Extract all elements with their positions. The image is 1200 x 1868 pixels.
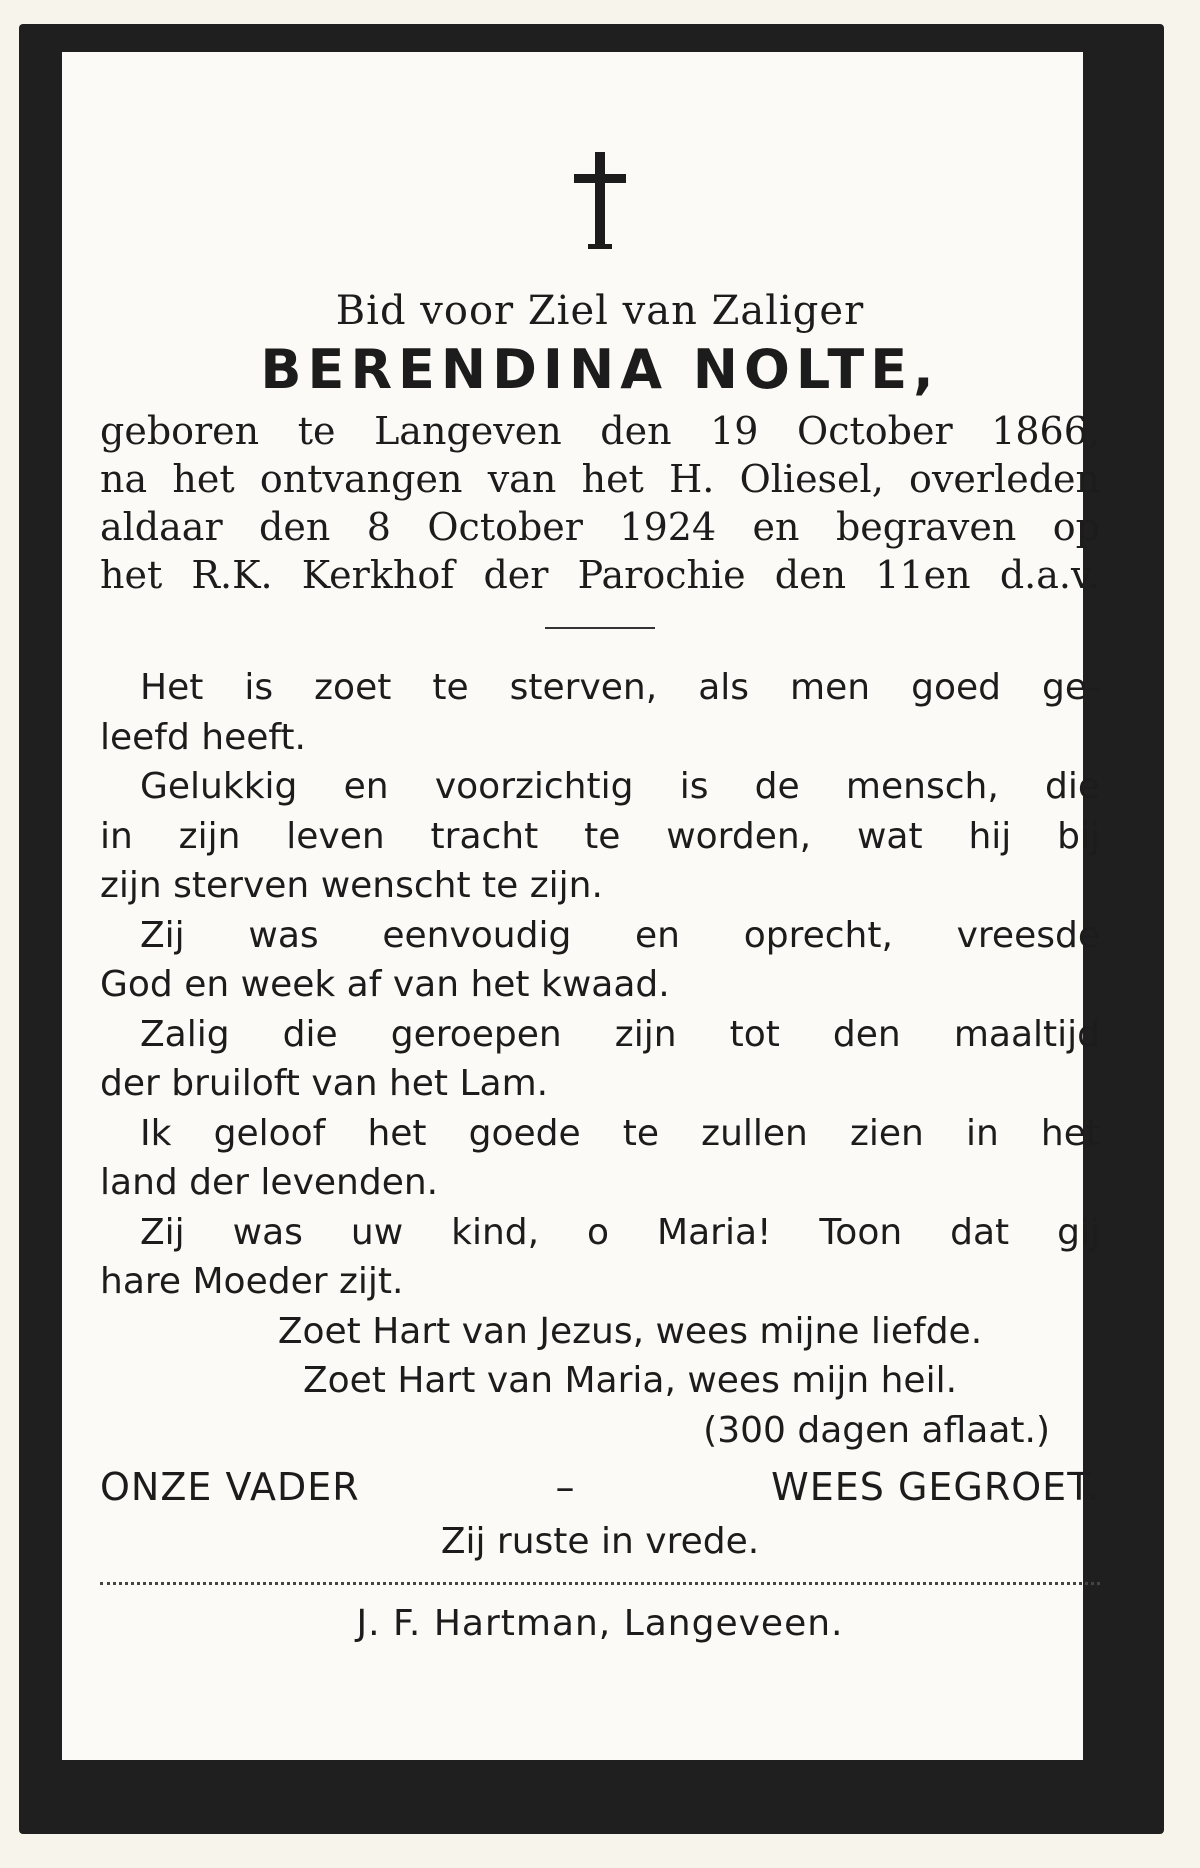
rest-in-peace: Zij ruste in vrede. xyxy=(440,1521,760,1562)
prayer-sacred-heart-maria: Zoet Hart van Maria, wees mijn heil. xyxy=(302,1360,958,1401)
verse-line: in zijn leven tracht te worden, wat hij bij xyxy=(100,815,1100,857)
closing-prayers xyxy=(100,1465,1100,1509)
indulgence-note: (300 dagen aflaat.) xyxy=(703,1409,1050,1451)
memorial-card-content xyxy=(100,150,1100,1644)
divider-line xyxy=(545,627,655,629)
printer-credit: J. F. Hartman, Langeveen. xyxy=(356,1603,844,1644)
onze-vader: ONZE VADER xyxy=(100,1465,360,1509)
verse-line: Ik geloof het goede te zullen zien in het xyxy=(140,1112,1100,1154)
verse-line: leefd heeft. xyxy=(100,716,306,758)
verse-2 xyxy=(100,762,1100,911)
verse-line: land der levenden. xyxy=(100,1162,439,1203)
verse-6 xyxy=(100,1208,1100,1307)
verse-line: Zalig die geroepen zijn tot den maaltijd xyxy=(140,1013,1100,1055)
prayer-dash: – xyxy=(555,1465,576,1509)
verse-1 xyxy=(100,663,1100,762)
verse-3 xyxy=(100,911,1100,1010)
intro-text: Bid voor Ziel van Zaliger xyxy=(335,288,865,334)
wees-gegroet: WEES GEGROET. xyxy=(771,1465,1100,1509)
verse-line: Het is zoet te sterven, als men goed ge- xyxy=(140,667,1100,708)
prayer-sacred-heart-jesus: Zoet Hart van Jezus, wees mijne liefde. xyxy=(277,1310,983,1352)
dotted-separator xyxy=(100,1582,1100,1585)
verse-line: Zij was uw kind, o Maria! Toon dat gij xyxy=(140,1211,1100,1253)
verse-4 xyxy=(100,1010,1100,1109)
verse-line: Gelukkig en voorzichtig is de mensch, die xyxy=(140,766,1100,807)
birth-line-1: geboren te Langeven den 19 October 1866, xyxy=(100,409,1100,453)
verse-line: God en week af van het kwaad. xyxy=(100,964,670,1005)
birth-line-2: na het ontvangen van het H. Oliesel, overleden xyxy=(100,457,1100,501)
deceased-name: BERENDINA NOLTE, xyxy=(260,338,940,401)
birth-line-3: aldaar den 8 October 1924 en begraven op xyxy=(100,505,1100,549)
verse-line: der bruiloft van het Lam. xyxy=(100,1063,549,1104)
verse-5 xyxy=(100,1109,1100,1208)
verse-line: hare Moeder zijt. xyxy=(100,1261,404,1302)
birth-death-text xyxy=(100,407,1100,599)
verse-line: Zij was eenvoudig en oprecht, vreesde xyxy=(140,914,1100,956)
verses-block xyxy=(100,663,1100,1455)
birth-line-4: het R.K. Kerkhof der Parochie den 11en d.a.v. xyxy=(100,553,1100,597)
cross-icon xyxy=(570,150,630,250)
verse-line: zijn sterven wenscht te zijn. xyxy=(100,865,603,906)
